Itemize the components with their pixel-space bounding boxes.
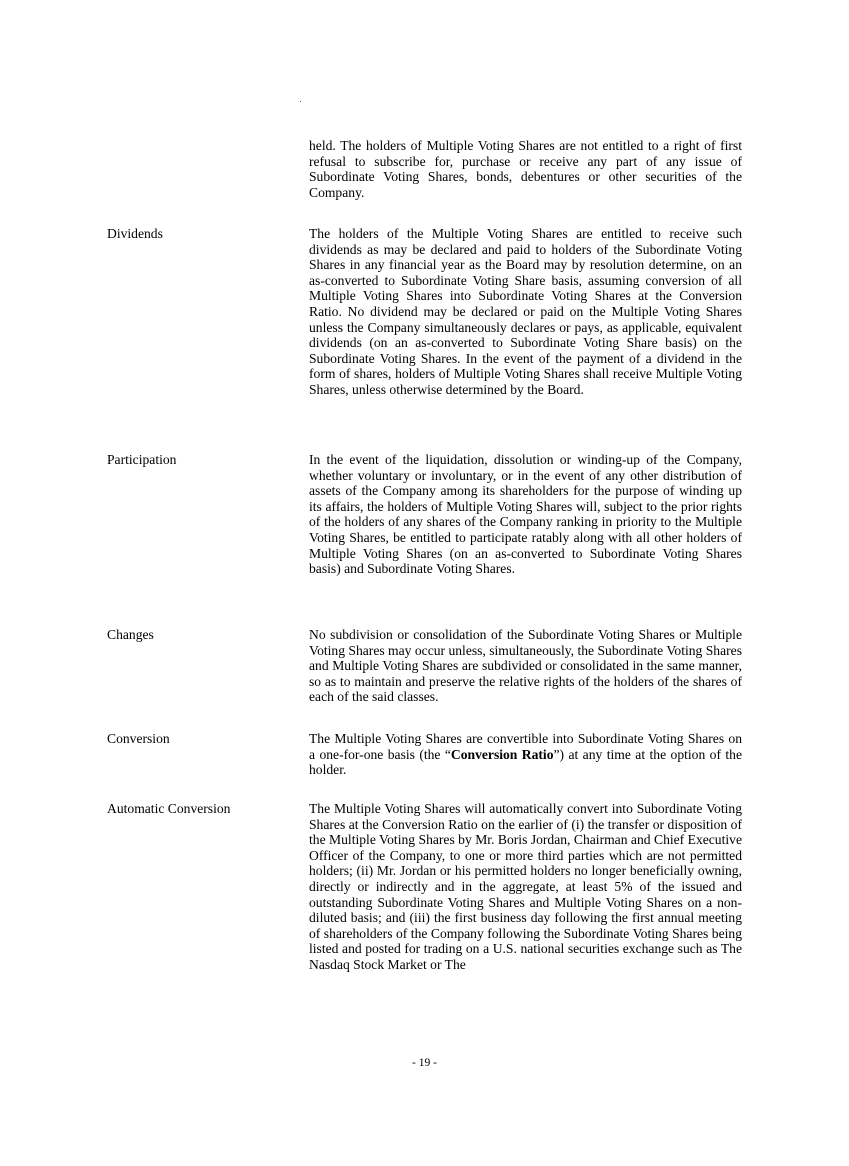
conversion-text-start: The Multiple Voting Shares are convertible into Subordinate Voting Shares on a one-for-one basis (the “ [309, 731, 742, 762]
conversion-ratio-term: Conversion Ratio [450, 746, 554, 762]
section-text-participation: In the event of the liquidation, dissolution or winding-up of the Company, whether voluntary or involuntary, or in the event of any other distribution of assets of the Company among its shareholders for the purpose of winding up its affairs, the holders of Multiple Voting Shares will, subject to the prior rights of the holders of any shares of the Company ranking in priority to the Multiple Voting Shares, be entitled to participate ratably along with all other holders of Multiple Voting Shares (on an as-converted to Subordinate Voting Shares basis) and Subordinate Voting Shares. [309, 452, 742, 577]
section-text-changes: No subdivision or consolidation of the Subordinate Voting Shares or Multiple Voting Shares may occur unless, simultaneously, the Subordinate Voting Shares and Multiple Voting Shares are subdivided or consolidated in the same manner, so as to maintain and preserve the relative rights of the holders of the shares of each of the said classes. [309, 627, 742, 705]
conversion-text-end: ”) at any time at the option of the holder. [309, 746, 743, 778]
section-label-dividends: Dividends [107, 226, 163, 241]
page-number: - 19 - [412, 1057, 437, 1069]
section-label-conversion: Conversion [107, 731, 170, 746]
section-text-dividends: The holders of the Multiple Voting Shares are entitled to receive such dividends as may be declared and paid to holders of the Subordinate Voting Shares in any financial year as the Board may by resolution determine, on an as-converted to Subordinate Voting Share basis, assuming conversion of all Multiple Voting Shares into Subordinate Voting Shares at the Conversion Ratio. No dividend may be declared or paid on the Multiple Voting Shares unless the Company simultaneously declares or pays, as applicable, equivalent dividends (on an as-converted to Subordinate Voting Share basis) on the Subordinate Voting Shares. In the event of the payment of a dividend in the form of shares, holders of Multiple Voting Shares shall receive Multiple Voting Shares, unless otherwise determined by the Board. [309, 226, 742, 397]
section-text-automatic-conversion: The Multiple Voting Shares will automatically convert into Subordinate Voting Shares at the Conversion Ratio on the earlier of (i) the transfer or disposition of the Multiple Voting Shares by Mr. Boris Jordan, Chairman and Chief Executive Officer of the Company, to one or more third parties which are not permitted holders; (ii) Mr. Jordan or his permitted holders no longer beneficially owning, directly or indirectly and in the aggregate, at least 5% of the issued and outstanding Subordinate Voting Shares and Multiple Voting Shares on a non-diluted basis; and (iii) the first business day following the first annual meeting of shareholders of the Company following the Subordinate Voting Shares being listed and posted for trading on a U.S. national securities exchange such as The Nasdaq Stock Market or The [309, 801, 742, 972]
section-text-conversion [309, 731, 742, 778]
intro-paragraph: held. The holders of Multiple Voting Shares are not entitled to a right of first refusal to subscribe for, purchase or receive any part of any issue of Subordinate Voting Shares, bonds, debentures or other securities of the Company. [309, 138, 742, 200]
section-label-participation: Participation [107, 452, 177, 467]
scan-speck [300, 101, 301, 102]
section-label-automatic-conversion: Automatic Conversion [107, 801, 231, 816]
section-label-changes: Changes [107, 627, 154, 642]
